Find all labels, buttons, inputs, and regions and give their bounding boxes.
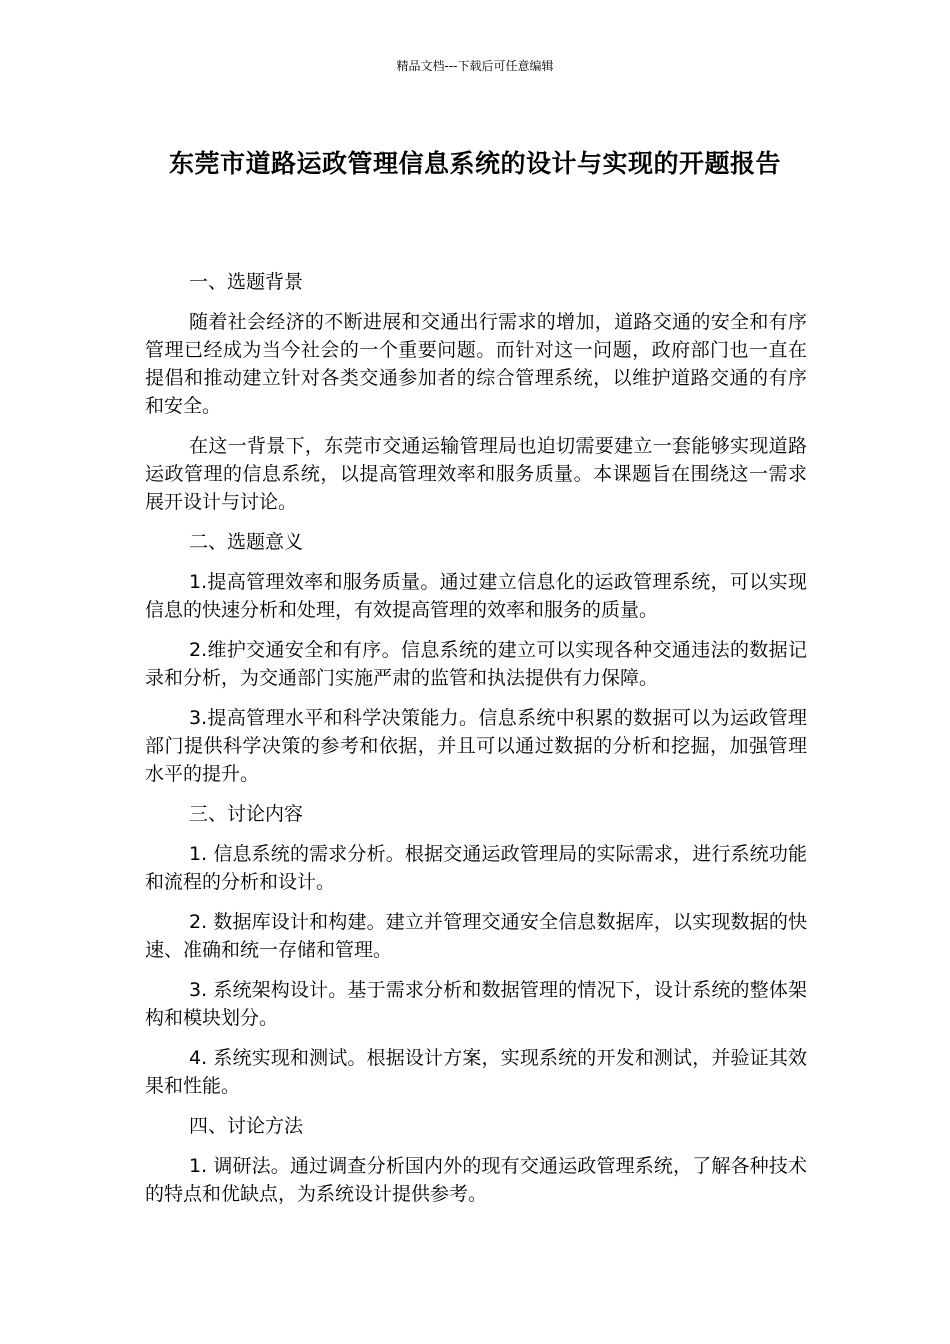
list-item: 1. 调研法。通过调查分析国内外的现有交通运政管理系统，了解各种技术的特点和优缺点，为系统设计提供参考。 xyxy=(145,1155,807,1205)
list-item: 3.提高管理水平和科学决策能力。信息系统中积累的数据可以为运政管理部门提供科学决策的参考和依据，并且可以通过数据的分析和挖掘，加强管理水平的提升。 xyxy=(145,707,807,785)
document-title: 东莞市道路运政管理信息系统的设计与实现的开题报告 xyxy=(168,149,781,178)
list-item: 4. 系统实现和测试。根据设计方案，实现系统的开发和测试，并验证其效果和性能。 xyxy=(145,1047,807,1097)
list-item: 2. 数据库设计和构建。建立并管理交通安全信息数据库，以实现数据的快速、准确和统一存储和管理。 xyxy=(145,911,807,961)
list-item: 3. 系统架构设计。基于需求分析和数据管理的情况下，设计系统的整体架构和模块划分。 xyxy=(145,979,807,1029)
section-heading-method: 四、讨论方法 xyxy=(189,1115,304,1137)
section-heading-background: 一、选题背景 xyxy=(189,271,304,293)
list-item: 2.维护交通安全和有序。信息系统的建立可以实现各种交通违法的数据记录和分析，为交通部门实施严肃的监管和执法提供有力保障。 xyxy=(145,639,807,689)
page-header-note: 精品文档---下载后可任意编辑 xyxy=(396,59,554,73)
paragraph: 随着社会经济的不断进展和交通出行需求的增加，道路交通的安全和有序管理已经成为当今社会的一个重要问题。而针对这一问题，政府部门也一直在提倡和推动建立针对各类交通参加者的综合管理系统，以维护道路交通的有序和安全。 xyxy=(145,311,807,417)
document-body xyxy=(145,268,807,1220)
section-heading-content: 三、讨论内容 xyxy=(189,803,304,825)
list-item: 1.提高管理效率和服务质量。通过建立信息化的运政管理系统，可以实现信息的快速分析和处理，有效提高管理的效率和服务的质量。 xyxy=(145,571,807,621)
paragraph: 在这一背景下，东莞市交通运输管理局也迫切需要建立一套能够实现道路运政管理的信息系统，以提高管理效率和服务质量。本课题旨在围绕这一需求展开设计与讨论。 xyxy=(145,435,807,513)
section-heading-significance: 二、选题意义 xyxy=(189,531,304,553)
list-item: 1. 信息系统的需求分析。根据交通运政管理局的实际需求，进行系统功能和流程的分析和设计。 xyxy=(145,843,807,893)
